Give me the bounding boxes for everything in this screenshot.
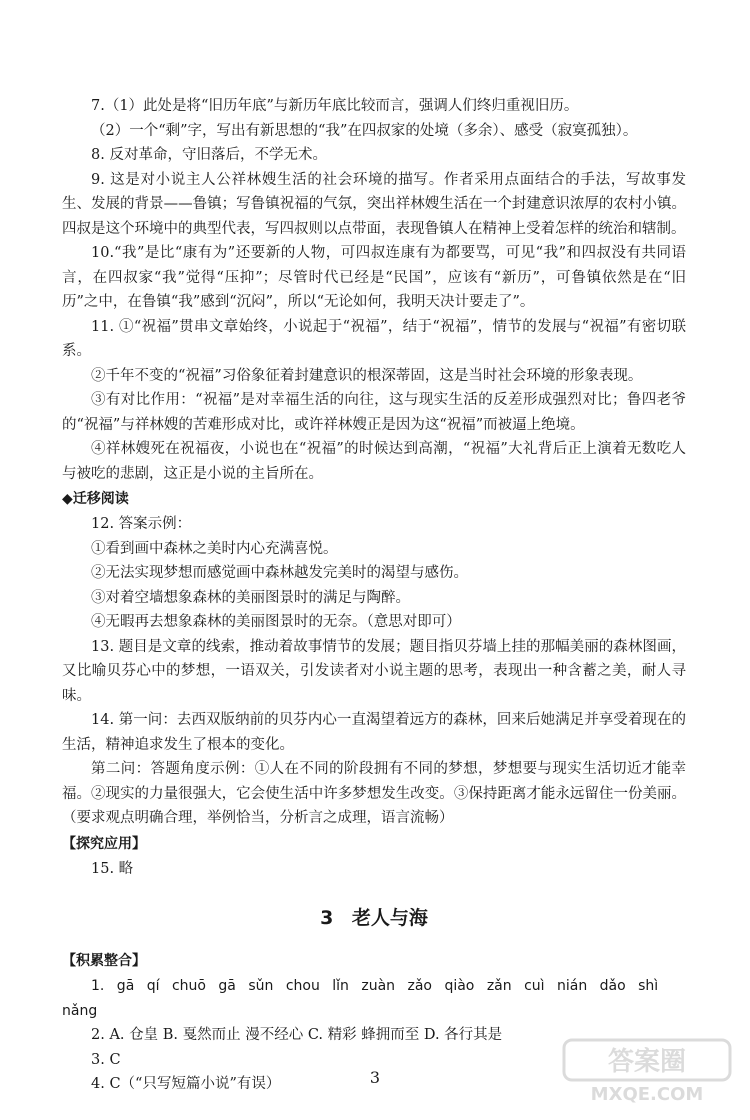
answer-1-pinyin: 1. gā qí chuō gā sǔn chou lǐn zuàn zǎo qiào zǎn cuì nián dǎo shì [91,978,659,994]
answer-12-item-1: ①看到画中森林之美时内心充满喜悦。 [91,540,338,557]
section-heading-inquiry: 【探究应用】 [62,835,146,852]
answer-12-item-4: ④无暇再去想象森林的美丽图景时的无奈。（意思对即可） [91,614,461,630]
section-heading-transfer-reading: ◆迁移阅读 [62,491,129,507]
answer-14-first: 14. 第一问：去西双版纳前的贝芬内心一直渴望着远方的森林，回来后她满足并享受着现在的生活，精神追求发生了根本的变化。 [62,712,686,753]
answer-1-pinyin-continued: nǎng [62,1002,98,1019]
answer-14-second: 第二问：答题角度示例：①人在不同的阶段拥有不同的梦想，梦想要与现实生活切近才能幸福。②现实的力量很强大，它会使生活中许多梦想发生改变。③保持距离才能永远留住一份美丽。（要求观点明确合理，举例恰当，分析言之成理，语言流畅） [62,761,686,826]
answer-content [62,94,686,1097]
answer-9: 9. 这是对小说主人公祥林嫂生活的社会环境的描写。作者采用点面结合的手法，写故事发生、发展的背景——鲁镇；写鲁镇祝福的气氛，突出祥林嫂生活在一个封建意识浓厚的农村小镇。四叔是这个环境中的典型代表，写四叔则以点带面，表现鲁镇人在精神上受着怎样的统治和辖制。 [62,171,686,237]
watermark-text-1: 答案圈 [607,1047,687,1077]
chapter-name: 老人与海 [351,907,428,929]
section-heading-accumulation: 【积累整合】 [62,953,146,969]
answer-13: 13. 题目是文章的线索，推动着故事情节的发展；题目指贝芬墙上挂的那幅美丽的森林图画，又比喻贝芬心中的梦想，一语双关，引发读者对小说主题的思考，表现出一种含蓄之美，耐人寻味。 [62,638,686,704]
answer-12-item-2: ②无法实现梦想而感觉画中森林越发完美时的渴望与感伤。 [91,565,468,581]
answer-11-point-4: ④祥林嫂死在祝福夜，小说也在“祝福”的时候达到高潮，“祝福”大礼背后正上演着无数吃人与被吃的悲剧，这正是小说的主旨所在。 [62,441,686,482]
watermark-text-2: MXQE.COM [590,1084,704,1105]
answer-4: 4. C（“只写短篇小说”有误） [91,1076,281,1092]
page-number: 3 [369,1068,381,1087]
chapter-title [62,903,686,930]
answer-3: 3. C [91,1051,121,1068]
answer-2: 2. A. 仓皇 B. 戛然而止 漫不经心 C. 精彩 蜂拥而至 D. 各行其是 [91,1027,503,1043]
answer-12-intro: 12. 答案示例： [91,516,192,532]
answer-8: 8. 反对革命，守旧落后，不学无术。 [91,147,327,163]
site-watermark-logo [562,1036,732,1106]
answer-7-part-1: 7.（1）此处是将“旧历年底”与新历年底比较而言，强调人们终归重视旧历。 [91,98,579,114]
answer-7-part-2: （2）一个“剩”字，写出有新思想的“我”在四叔家的处境（多余）、感受（寂寞孤独）。 [91,122,638,139]
answer-15: 15. 略 [91,860,134,877]
answer-11-point-2: ②千年不变的“祝福”习俗象征着封建意识的根深蒂固，这是当时社会环境的形象表现。 [91,367,643,384]
chapter-number: 3 [320,907,334,929]
answer-10: 10.“我”是比“康有为”还要新的人物，可四叔连康有为都要骂，可见“我”和四叔没有共同语言，在四叔家“我”觉得“压抑”；尽管时代已经是“民国”，应该有“新历”，可鲁镇依然是在“旧历”之中，在鲁镇“我”感到“沉闷”，所以“无论如何，我明天决计要走了”。 [62,245,686,310]
answer-11-point-1: 11. ①“祝福”贯串文章始终，小说起于“祝福”，结于“祝福”，情节的发展与“祝福”有密切联系。 [62,318,686,359]
answer-11-point-3: ③有对比作用：“祝福”是对幸福生活的向往，这与现实生活的反差形成强烈对比；鲁四老爷的“祝福”与祥林嫂的苦难形成对比，或许祥林嫂正是因为这“祝福”而被逼上绝境。 [62,392,686,433]
answer-12-item-3: ③对着空墙想象森林的美丽图景时的满足与陶醉。 [91,589,410,606]
